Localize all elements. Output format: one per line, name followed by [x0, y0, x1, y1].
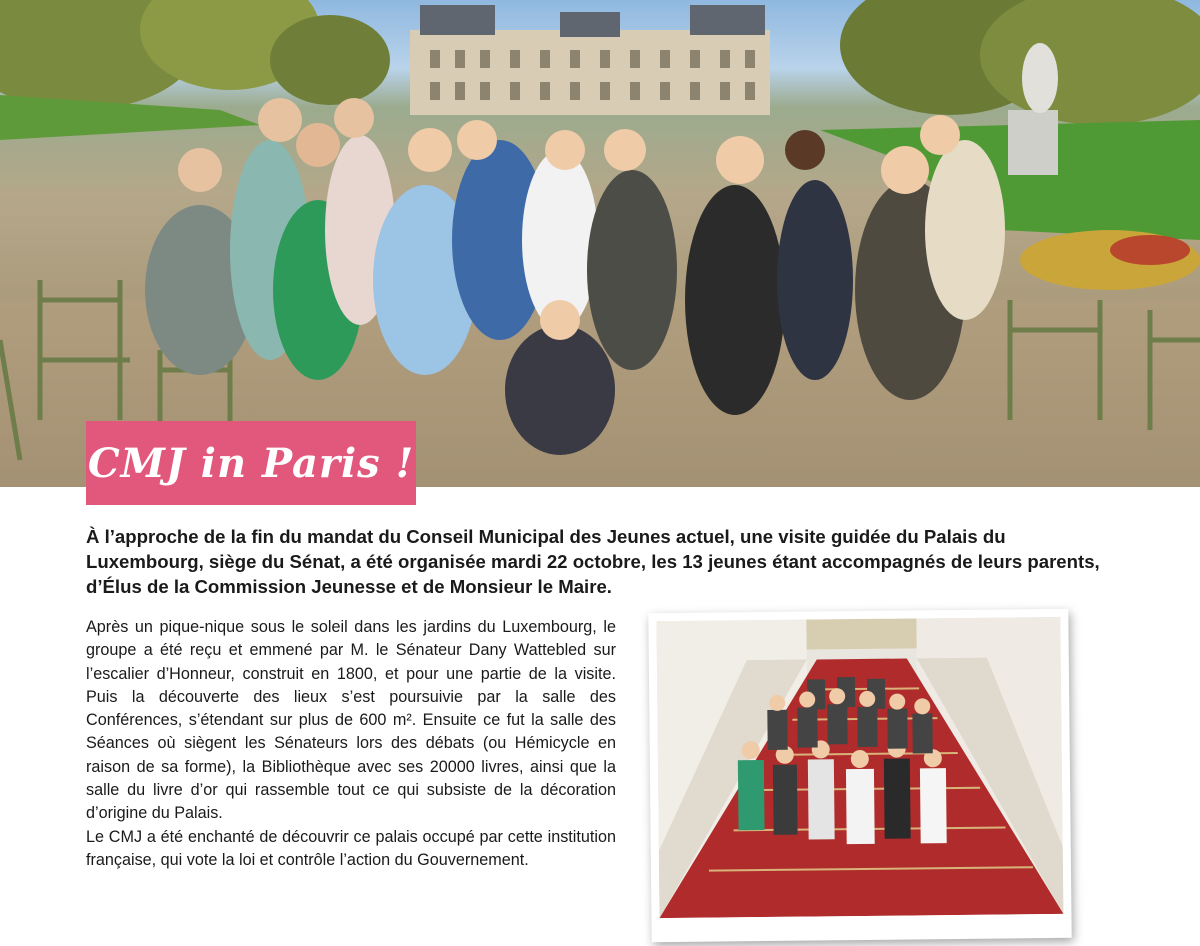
title-banner [86, 421, 416, 505]
body-text [86, 616, 616, 872]
page-title: CMJ in Paris ! [87, 439, 415, 487]
body-paragraph-1: Après un pique-nique sous le soleil dans les jardins du Luxembourg, le groupe a été reçu et emmené par M. le Sénateur Dany Wattebled sur l’escalier d’Honneur, construit en 1800, et pour une partie de la visite. Puis la découverte des lieux s’est poursuivie par la salle des Conférences, s’étendant sur plus de 600 m². Ensuite ce fut la salle des Séances où siègent les Sénateurs lors des débats (ou Hémicycle en raison de sa forme), la Bibliothèque avec ses 20000 livres, ainsi que la salle du livre d’or qui rassemble tout ce qui subsiste de la décoration d’origine du Palais. [86, 618, 616, 823]
body-paragraph-2: Le CMJ a été enchanté de découvrir ce palais occupé par cette institution française, qui vote la loi et contrôle l’action du Gouvernement. [86, 827, 616, 869]
lead-paragraph: À l’approche de la fin du mandat du Conseil Municipal des Jeunes actuel, une visite guidée du Palais du Luxembourg, siège du Sénat, a été organisée mardi 22 octobre, les 13 jeunes étant accompagnés de leurs parents, d’Élus de la Commission Jeunesse et de Monsieur le Maire. [86, 526, 1100, 597]
inset-photo-drawing [656, 617, 1063, 918]
inset-photo [648, 609, 1071, 942]
